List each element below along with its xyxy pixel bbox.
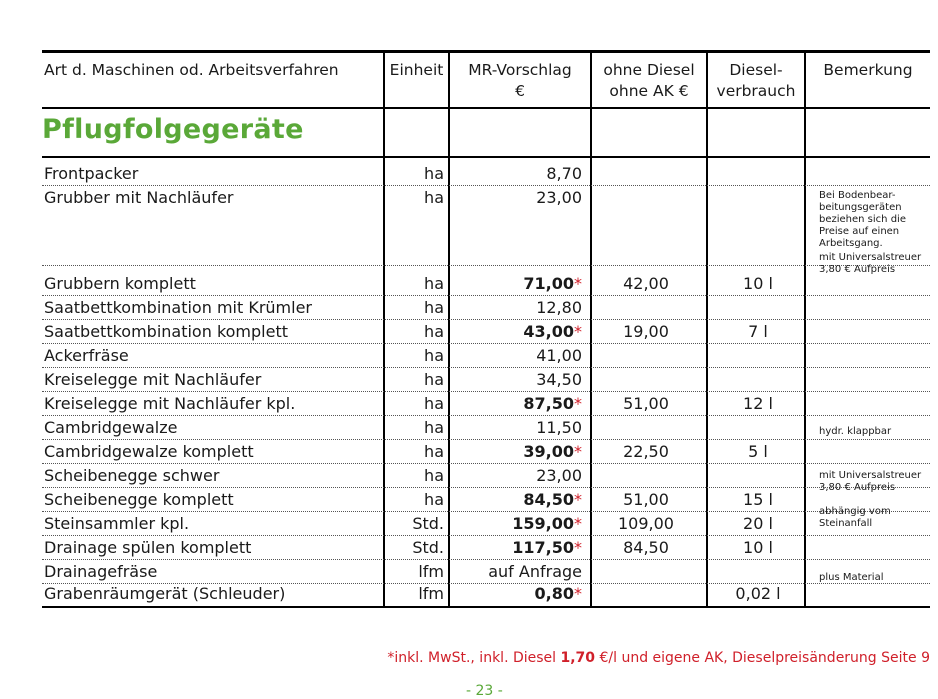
header-dieselverbrauch: Diesel- verbrauch [716, 61, 796, 100]
unit-value: ha [424, 274, 444, 293]
unit-value: ha [424, 346, 444, 365]
mr-price-value: 34,50 [536, 370, 582, 389]
table-row [42, 584, 930, 606]
remark: mit Universalstreuer 3,80 € Aufpreis [819, 470, 922, 493]
mr-price [452, 466, 590, 486]
table-row [42, 536, 930, 560]
header-rule [42, 107, 930, 109]
machine-name: Scheibenegge komplett [44, 490, 234, 509]
machine-name: Saatbettkombination komplett [44, 322, 288, 341]
mr-price [452, 442, 582, 462]
mr-price [452, 490, 582, 510]
mr-price-value: 8,70 [546, 164, 582, 183]
diesel-consumption: 0,02 l [735, 584, 781, 603]
table-row [42, 560, 930, 584]
unit-value: Std. [412, 538, 444, 557]
mr-price [452, 164, 590, 184]
mr-price-value: 159,00 [512, 514, 574, 533]
table-row [42, 296, 930, 320]
header-unit: Einheit [389, 61, 444, 79]
table-row [42, 368, 930, 392]
price-without-diesel: 51,00 [623, 490, 669, 509]
mr-price [452, 514, 582, 534]
machine-name: Cambridgewalze komplett [44, 442, 254, 461]
price-without-diesel: 19,00 [623, 322, 669, 341]
mr-price-value: 0,80 [534, 584, 574, 603]
price-without-diesel: 42,00 [623, 274, 669, 293]
unit-value: ha [424, 442, 444, 461]
header-ohne-diesel: ohne Diesel ohne AK € [603, 61, 695, 100]
machine-name: Grabenräumgerät (Schleuder) [44, 584, 286, 603]
unit-value: Std. [412, 514, 444, 533]
table-top-rule [42, 50, 930, 53]
machine-name: Scheibenegge schwer [44, 466, 220, 485]
diesel-consumption: 10 l [743, 274, 773, 293]
diesel-consumption: 10 l [743, 538, 773, 557]
footnote-asterisk: * [574, 442, 582, 461]
footnote-asterisk: * [574, 490, 582, 509]
mr-price [452, 418, 590, 438]
price-without-diesel: 51,00 [623, 394, 669, 413]
table-row [42, 416, 930, 440]
remark: hydr. klappbar [819, 426, 892, 437]
unit-value: lfm [418, 562, 444, 581]
table-row [42, 186, 930, 266]
footnote-asterisk: * [574, 322, 582, 341]
unit-value: ha [424, 394, 444, 413]
mr-price-value: 43,00 [523, 322, 574, 341]
diesel-consumption: 15 l [743, 490, 773, 509]
table-row [42, 252, 930, 296]
mr-price [452, 394, 582, 414]
unit-value: ha [424, 164, 444, 183]
table-row [42, 464, 930, 488]
section-title: Pflugfolgegeräte [42, 114, 304, 145]
mr-price [452, 188, 590, 208]
mr-price [452, 322, 582, 342]
diesel-consumption: 5 l [748, 442, 768, 461]
mr-price-value: 87,50 [523, 394, 574, 413]
unit-value: ha [424, 370, 444, 389]
machine-name: Steinsammler kpl. [44, 514, 190, 533]
machine-name: Saatbettkombination mit Krümler [44, 298, 312, 317]
table-row [42, 440, 930, 464]
mr-price-value: 39,00 [523, 442, 574, 461]
mr-price-value: 23,00 [536, 466, 582, 485]
table-row [42, 160, 930, 186]
unit-value: ha [424, 298, 444, 317]
mr-price-value: 84,50 [523, 490, 574, 509]
mr-price-value: 117,50 [512, 538, 574, 557]
table-row [42, 344, 930, 368]
machine-name: Drainage spülen komplett [44, 538, 252, 557]
mr-price [452, 370, 590, 390]
diesel-consumption: 12 l [743, 394, 773, 413]
mr-price [452, 584, 582, 604]
remark: abhängig vom Steinanfall [819, 506, 891, 529]
mr-price [452, 274, 582, 294]
footnote-asterisk: * [574, 584, 582, 603]
footnote: *inkl. MwSt., inkl. Diesel 1,70 €/l und eigene AK, Dieselpreisänderung Seite 9 [387, 650, 930, 666]
mr-price-value: 11,50 [536, 418, 582, 437]
footnote-asterisk: * [574, 274, 582, 293]
diesel-consumption: 20 l [743, 514, 773, 533]
machine-name: Kreiselegge mit Nachläufer kpl. [44, 394, 296, 413]
mr-price [452, 538, 582, 558]
price-without-diesel: 84,50 [623, 538, 669, 557]
remark: mit Universalstreuer 3,80 € Aufpreis [819, 252, 922, 275]
diesel-consumption: 7 l [748, 322, 768, 341]
price-without-diesel: 22,50 [623, 442, 669, 461]
mr-price-value: auf Anfrage [488, 562, 582, 581]
mr-price-value: 41,00 [536, 346, 582, 365]
machine-name: Kreiselegge mit Nachläufer [44, 370, 262, 389]
unit-value: ha [424, 322, 444, 341]
table-row [42, 392, 930, 416]
machine-name: Ackerfräse [44, 346, 129, 365]
table-row [42, 320, 930, 344]
unit-value: ha [424, 466, 444, 485]
header-name: Art d. Maschinen od. Arbeitsverfahren [44, 61, 339, 79]
mr-price-value: 23,00 [536, 188, 582, 207]
footnote-asterisk: * [574, 394, 582, 413]
remark: plus Material [819, 572, 884, 583]
mr-price-value: 71,00 [523, 274, 574, 293]
table-row [42, 506, 930, 536]
machine-name: Grubbern komplett [44, 274, 196, 293]
footnote-asterisk: * [574, 514, 582, 533]
unit-value: ha [424, 490, 444, 509]
machine-name: Grubber mit Nachläufer [44, 188, 234, 207]
header-mr-vorschlag: MR-Vorschlag € [468, 61, 572, 100]
price-without-diesel: 109,00 [618, 514, 674, 533]
unit-value: ha [424, 418, 444, 437]
footnote-asterisk: * [574, 538, 582, 557]
machine-name: Frontpacker [44, 164, 139, 183]
remark: Bei Bodenbear-beitungsgeräten beziehen sich die Preise auf einen Arbeitsgang. [819, 190, 906, 249]
table-bottom-rule [42, 606, 930, 608]
page-number: - 23 - [466, 683, 503, 699]
mr-price-value: 12,80 [536, 298, 582, 317]
mr-price [452, 298, 590, 318]
header-bemerkung: Bemerkung [823, 61, 913, 79]
mr-price [452, 346, 590, 366]
mr-price [452, 562, 590, 582]
unit-value: lfm [418, 584, 444, 603]
machine-name: Cambridgewalze [44, 418, 178, 437]
unit-value: ha [424, 188, 444, 207]
section-rule [42, 156, 930, 158]
machine-name: Drainagefräse [44, 562, 158, 581]
